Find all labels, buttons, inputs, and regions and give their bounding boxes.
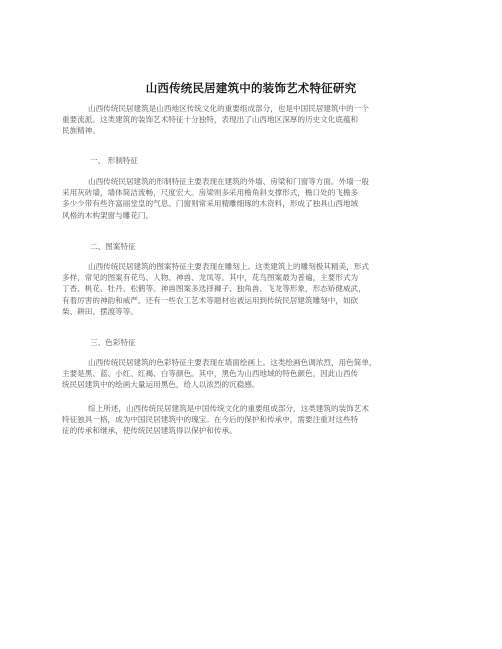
paragraph-line: 民族精神。 (62, 126, 100, 136)
paragraph-color (62, 357, 442, 391)
paragraph-line: 征的传承和继承，使传统民居建筑得以保护和传承。 (62, 426, 237, 436)
paragraph-line: 山西传统民居建筑是山西地区传统文化的重要组成部分，也是中国民居建筑中的一个 (88, 104, 369, 113)
paragraph-line: 重要流派。这类建筑的装饰艺术特征十分独特，表现出了山西地区深厚的历史文化底蕴和 (62, 115, 359, 125)
paragraph-line: 风格的木构架窗与雕花门。 (62, 210, 154, 220)
paragraph-line: 山西传统民居建筑的形制特征主要表现在建筑的外墙、房梁和门窗等方面。外墙一般 (88, 177, 369, 186)
paragraph-line: 有着厉害的神韵和威严。还有一些农工艺术等题材也被运用到传统民居建筑雕刻中，如砍 (62, 295, 359, 305)
paragraph-pattern (62, 261, 442, 317)
paragraph-form (62, 176, 442, 221)
section-heading-pattern: 二、图案特征 (90, 242, 136, 251)
section-heading-form: 一、 形制特征 (90, 156, 138, 165)
paragraph-line: 多少少带有些许富丽堂皇的气息。门窗则常采用精雕细琢的木资料，形成了独具山西地域 (62, 199, 359, 209)
paragraph-line: 综上所述，山西传统民居建筑是中国传统文化的重要组成部分，这类建筑的装饰艺术 (88, 404, 369, 413)
paragraph-line: 丁香、桃花、牡丹、松鹤等。神兽图案多选择狮子、独角兽、飞龙等形象，形态矫健威武， (62, 284, 366, 294)
paragraph-conclusion (62, 403, 442, 437)
document-title: 山西传统民居建筑中的装饰艺术特征研究 (145, 81, 357, 95)
paragraph-line: 柴、耕田、摆渡等等。 (62, 306, 138, 316)
paragraph-line: 山西传统民居建筑的色彩特征主要表现在墙面绘画上。这类绘画色调浓烈，用色简单， (88, 358, 377, 367)
paragraph-line: 主要是黑、蓝、小红、红褐、白等颜色。其中，黑色为山西地域的特色颜色，因此山西传 (62, 369, 359, 379)
paragraph-line: 特征独具一格，成为中国民居建筑中的瑰宝。在今后的保护和传承中，需要注重对这些特 (62, 415, 359, 425)
paragraph-line: 采用灰砖墙，墙体简洁流畅，尺度宏大。房梁则多采用檐角斜支撑形式，檐口处的飞檐多 (62, 188, 359, 198)
paragraph-intro (62, 103, 442, 137)
paragraph-line: 多样，常见的图案有花鸟、人物、神兽、龙凤等。其中，花鸟图案最为普遍，主要形式为 (62, 273, 359, 283)
paragraph-line: 统民居建筑中的绘画大量运用黑色，给人以浓烈的沉稳感。 (62, 380, 260, 390)
section-heading-color: 三、色彩特征 (90, 338, 136, 347)
paragraph-line: 山西传统民居建筑的图案特征主要表现在雕刻上。这类建筑上的雕刻极其精美，形式 (88, 262, 369, 271)
